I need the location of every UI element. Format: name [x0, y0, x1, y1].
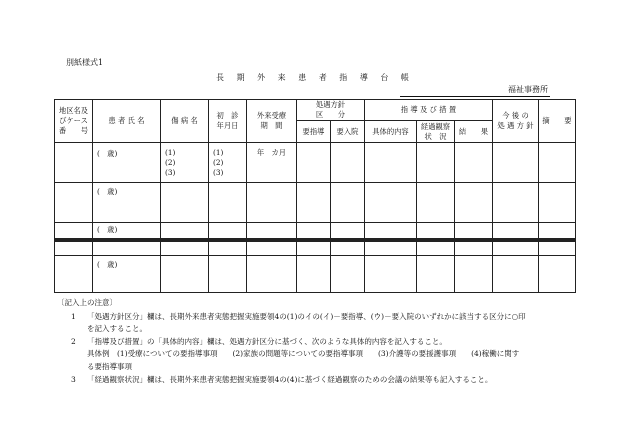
note-item: [57, 374, 577, 387]
cell-future-policy[interactable]: [493, 143, 539, 183]
note-line: 具体例 (1)受療についての要指導事項 (2)家族の問題等についての要指導事項 (3)介護等の要援護事項 (4)稼働に関す: [87, 349, 520, 359]
note-item: [57, 311, 577, 336]
header-guidance-measures: 指 導 及 び 措 置: [365, 100, 493, 121]
cell-period[interactable]: 年 カ月: [247, 143, 297, 183]
header-summary: 摘 要: [539, 100, 576, 143]
header-patient-name: 患 者 氏 名: [93, 100, 161, 143]
office-field[interactable]: [400, 84, 550, 97]
page-title: 長 期 外 来 患 者 指 導 台 帳: [216, 73, 414, 82]
cell-summary[interactable]: [539, 143, 576, 183]
table-row: [55, 183, 576, 223]
note-line: 「指導及び措置」の「具体的内容」欄は、処遇方針区分に基づく、次のような具体的内容を記入すること。: [87, 336, 447, 346]
cell-patient-name[interactable]: ( 歳): [93, 183, 161, 223]
note-number: 2: [71, 336, 76, 346]
table-row: [55, 223, 576, 239]
cell-district[interactable]: [55, 223, 93, 239]
cell-patient-name[interactable]: ( 歳): [93, 256, 161, 293]
note-line: 「処遇方針区分」欄は、長期外来患者実態把握実施要領4の(1)のイの(イ)－要指導、(ウ)－要入院のいずれかに該当する区分に○印: [87, 311, 526, 321]
cell-district[interactable]: [55, 256, 93, 293]
cell-patient-name[interactable]: ( 歳): [93, 143, 161, 183]
cell-first-visit[interactable]: (1) (2) (3): [209, 143, 247, 183]
notes-heading: 〔記入上の注意〕: [57, 298, 117, 307]
header-district-case-no: 地区名及 びケース 番 号: [55, 100, 93, 143]
note-item: [57, 336, 577, 349]
table-row: [55, 242, 576, 256]
note-number: 1: [71, 311, 76, 321]
table-row: [55, 256, 576, 293]
header-policy-category: 処遇方針 区 分: [297, 100, 365, 121]
cell-needs-admission[interactable]: [331, 143, 365, 183]
table-row: [55, 143, 576, 183]
notes-section: [57, 297, 577, 386]
cell-district[interactable]: [55, 183, 93, 223]
header-future-policy: 今 後 の 処 遇 方 針: [493, 100, 539, 143]
cell-needs-guidance[interactable]: [297, 143, 331, 183]
cell-district[interactable]: [55, 143, 93, 183]
note-line: る要指導事項: [87, 361, 132, 371]
form-number: 別紙様式1: [66, 58, 104, 67]
cell-results[interactable]: [455, 143, 493, 183]
cell-patient-name[interactable]: ( 歳): [93, 223, 161, 239]
note-line: 「経過観察状況」欄は、長期外来患者実態把握実施要領4の(4)に基づく経過観察のための会議の結果等も記入すること。: [87, 374, 493, 384]
ledger-table: [54, 99, 576, 293]
header-needs-guidance: 要指導: [297, 121, 331, 143]
office-label: 福祉事務所: [508, 85, 548, 94]
note-example: [57, 348, 577, 373]
cell-guidance-details[interactable]: [365, 143, 417, 183]
header-first-visit: 初 診 年月日: [209, 100, 247, 143]
header-disease-name: 傷 病 名: [161, 100, 209, 143]
header-needs-admission: 要入院: [331, 121, 365, 143]
header-progress-status: 経過観察 状 況: [417, 121, 455, 143]
note-number: 3: [71, 374, 76, 384]
header-outpatient-period: 外来受療 期 間: [247, 100, 297, 143]
header-results: 結 果: [455, 121, 493, 143]
cell-disease[interactable]: (1) (2) (3): [161, 143, 209, 183]
cell-progress-status[interactable]: [417, 143, 455, 183]
header-guidance-details: 具体的内容: [365, 121, 417, 143]
note-line: を記入すること。: [87, 324, 147, 334]
